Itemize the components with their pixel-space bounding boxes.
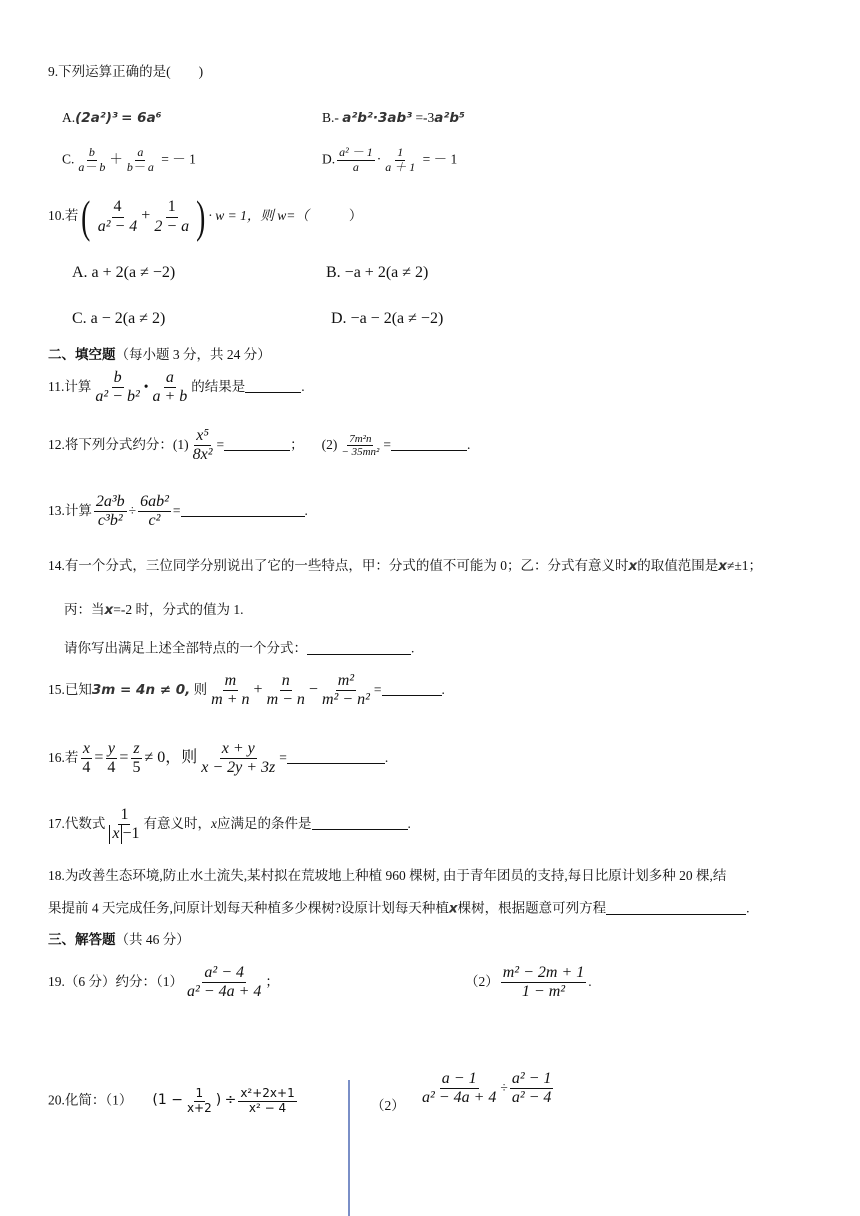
section-3-note: （共 46 分） [115,932,190,947]
fraction-denominator: a² − 4 [97,217,138,235]
q14-text-1: 14.有一个分式，三位同学分别说出了它的一些特点，甲：分式的值不可能为 0；乙：分式有意义时 [48,558,629,573]
q20-fraction-2 [510,1070,554,1108]
fraction-denominator: m + n [211,691,250,709]
q15-then: 则 [193,681,208,697]
q16-line [48,740,388,778]
q18-text-2b: 棵树，根据题意可列方程 [457,900,607,916]
q9-option-d-label: D. [322,151,336,167]
fraction-numerator: n [280,672,292,691]
q14-line-1 [48,559,762,574]
q19-line [48,964,279,1002]
q17-stem: 17.代数式 [48,815,106,831]
fraction-denominator [107,825,141,843]
q9-d-fraction-1 [337,146,375,175]
q9-option-a-label: A. [62,110,76,125]
equals-sign: = [216,436,225,452]
fraction-numerator: x [81,740,92,759]
fraction-denominator: a² − 4 [511,1089,552,1107]
fraction-denominator: 4 [107,759,116,777]
q20-expression-1 [152,1086,298,1115]
q10-option-b-text: B. −a + 2(a ≠ 2) [326,264,429,281]
fraction-denominator: m − n [266,691,305,709]
q16-fraction-1 [80,740,92,778]
q14-text-1c: ≠±1； [726,558,763,573]
fraction-numerator: a − 1 [440,1070,479,1089]
plus-sign: + [141,207,151,225]
left-paren: ( [81,191,91,242]
q10-option-d-text: D. −a − 2(a ≠ −2) [331,310,444,327]
fraction-denominator: b－ a [126,159,154,174]
q20-part-2-label-line [371,1099,405,1113]
q15-stem: 15.已知 [48,681,92,697]
q9-stem-line [48,65,203,79]
fraction-denominator: 4 [82,759,91,777]
q15-condition: 3m = 4n ≠ 0, [91,681,191,698]
q10-option-b [326,265,428,281]
section-3-heading [48,933,190,947]
q20-fraction-1 [420,1070,498,1108]
fraction-denominator: a [352,159,359,174]
q19-part-2-label: （2） [465,973,499,989]
variable-x: x [448,900,458,917]
answer-blank[interactable] [245,379,301,393]
q12-fraction-1 [191,427,215,465]
equals-sign: = [279,749,287,765]
fraction-numerator: b [112,369,124,388]
period: . [466,436,471,452]
q9-d-fraction-2 [383,146,417,175]
q10-tail-close: ） [348,208,363,224]
q15-fraction-3 [320,672,372,710]
fraction-numerator: x⁵ [194,427,211,446]
q11-line [48,369,305,407]
equals-sign: = [383,436,391,452]
q9-option-d [322,146,457,175]
q19-fraction-1 [185,964,263,1002]
q9-option-b-label: B.- [322,110,339,125]
answer-blank[interactable] [606,901,746,915]
q18-text-1: 18.为改善生态环境,防止水土流失,某村拟在荒坡地上种植 960 棵树, 由于青年团员的支持,每日比原计划多种 20 棵,结 [48,868,727,883]
fraction-numerator: m² [336,672,356,691]
q20-part-2 [418,1070,555,1108]
q16-stem: 16.若 [48,749,79,765]
q15-fraction-2 [265,672,307,710]
q17-tail-2: 应满足的条件是 [217,815,312,831]
fraction-numerator: 1 [118,806,130,825]
q18-line-2 [48,901,749,916]
q19-stem: 19.（6 分）约分：（1） [48,973,183,989]
answer-blank[interactable] [382,682,442,696]
q10-stem-line [48,191,363,242]
fraction-denominator: a ＋ 1 [385,159,416,174]
fraction-denominator: m² − n² [321,691,370,709]
period: . [301,378,305,394]
q9-c-rhs: = － 1 [161,151,196,167]
q9-option-c-label: C. [62,151,75,167]
q14-text-1b: 的取值范围是 [637,558,719,573]
fraction-denominator: x+2 [186,1100,212,1115]
q13-line [48,493,308,531]
fraction-numerator: a [137,145,144,159]
q11-tail: 的结果是 [191,378,246,394]
absolute-value: x [109,825,122,843]
fraction-denominator: a + b [152,388,188,406]
period: . [746,900,750,916]
fraction-numerator: y [106,740,117,759]
q9-stem-close: ) [198,64,204,79]
fraction-denominator: 8x² [192,446,213,464]
section-2-note: （每小题 3 分，共 24 分） [115,347,271,362]
separator: ； [265,973,279,989]
period: . [441,681,445,697]
variable-x: x [718,558,727,574]
variable-x: x [104,602,114,618]
minus-sign: − [308,680,318,698]
equals-sign: = [94,748,104,766]
fraction-denominator: a² − b² [95,388,140,406]
expr-open: (1 − [152,1092,183,1109]
fraction-numerator: z [131,740,141,759]
right-paren: ) [196,191,206,242]
fraction-numerator: a² − 1 [510,1070,554,1089]
q10-tail: · w = 1，则 w=（ [208,208,309,224]
period: . [384,749,389,765]
q10-option-c [72,311,165,327]
equals-sign: = [373,681,382,697]
q14-text-2a: 丙：当 [64,602,105,617]
variable-x: x [211,815,218,831]
q17-line [48,806,411,844]
q20-line [48,1087,299,1116]
period: . [588,973,592,989]
q17-tail: 有意义时， [143,815,212,831]
fraction-numerator: 1 [166,198,178,217]
q10-option-c-text: C. a − 2(a ≠ 2) [72,310,166,327]
q16-fraction-4 [199,740,277,778]
q17-fraction [107,806,141,844]
period: . [411,640,415,656]
q11-stem: 11.计算 [48,378,92,394]
q14-text-2b: =-2 时，分式的值为 1. [113,602,244,617]
q12-stem: 12.将下列分式约分：(1) [48,436,189,452]
q9-option-b-rhs: a²b⁵ [434,110,465,126]
section-2-title: 二、填空题 [48,347,116,362]
q10-option-a-text: A. a + 2(a ≠ −2) [72,264,176,281]
answer-blank[interactable] [224,437,290,451]
q20-e1-fraction-2 [238,1087,296,1116]
divide-sign: ÷ [128,502,137,518]
q10-option-d [331,311,443,327]
q13-fraction-1 [94,493,127,531]
fraction-numerator: 2a³b [94,493,127,512]
q13-stem: 13.计算 [48,502,92,518]
q9-c-fraction-1 [76,146,107,175]
plus-sign: + [253,680,263,698]
answer-blank[interactable] [307,641,411,655]
q9-option-a-lhs: (2a²)³ [75,110,118,126]
fraction-denominator: 1 − m² [521,983,566,1001]
answer-blank[interactable] [391,437,467,451]
q18-text-2: 果提前 4 天完成任务,问原计划每天种植多少棵树?设原计划每天种植 [48,900,449,916]
q9-option-b [322,111,465,126]
q9-d-rhs: = － 1 [422,151,458,167]
fraction-denominator: a² − 4a + 4 [422,1089,497,1107]
q13-fraction-2 [138,493,171,531]
q15-fraction-1 [209,672,251,710]
fraction-numerator: x + y [220,740,257,759]
fraction-numerator: m² − 2m + 1 [501,964,587,983]
q10-fraction-1 [96,198,140,236]
fraction-numerator: m [223,672,239,691]
variable-x: x [628,558,638,574]
fraction-denominator: 2 − a [154,217,190,235]
q19-fraction-2 [501,964,587,1002]
q16-neq: ≠ 0，则 [144,748,198,766]
fraction-numerator: 1 [195,1086,204,1100]
q9-option-a-rhs: = 6a⁶ [121,110,162,126]
equals-sign: = [172,502,181,518]
section-3-title: 三、解答题 [48,932,116,947]
q9-option-b-expr: a²b²·3ab³ [342,110,413,126]
q9-option-a [62,111,162,126]
fraction-numerator: 6ab² [138,493,171,512]
period: . [304,502,308,518]
answer-blank[interactable] [312,816,408,830]
q20-e1-fraction [185,1087,214,1116]
dot-operator: · [376,151,382,167]
q10-option-a [72,265,175,281]
q16-fraction-3 [130,740,142,778]
fraction-numerator: 4 [112,198,124,217]
fraction-denominator: a－ b [78,159,106,174]
q16-fraction-2 [105,740,117,778]
fraction-numerator: x²+2x+1 [240,1086,295,1100]
q12-part-2-label: (2) [321,436,338,452]
divide-sign: ÷ [500,1079,508,1095]
fraction-denominator: 5 [132,759,141,777]
q14-line-3 [64,641,414,655]
plus-sign: ＋ [109,151,123,167]
fraction-numerator: a² − 4 [202,964,246,983]
expr-close: ) [215,1092,222,1109]
fraction-numerator: a² － 1 [339,145,373,159]
q11-fraction-2 [151,369,190,407]
q9-stem: 9.下列运算正确的是( [48,64,171,79]
fraction-denominator: − 35mn² [341,446,380,459]
fraction-numerator: 1 [397,145,404,159]
q11-fraction-1 [93,369,141,407]
fraction-denominator: c² [148,512,161,530]
q10-stem: 10.若 [48,208,79,224]
answer-blank[interactable] [181,503,305,517]
fraction-denominator: x² − 4 [248,1100,287,1115]
period: . [407,815,411,831]
equals-sign: = [119,748,129,766]
q15-line [48,672,445,710]
answer-blank[interactable] [287,750,385,764]
fraction-denominator: a² − 4a + 4 [187,983,262,1001]
fraction-numerator: a [164,369,176,388]
q20-stem: 20.化简：（1） [48,1092,133,1108]
divide-sign: ÷ [224,1092,237,1109]
column-divider [348,1080,350,1216]
q14-text-3: 请你写出满足上述全部特点的一个分式： [64,640,307,656]
section-2-heading [48,348,271,362]
q20-part-2-label: （2） [371,1098,405,1113]
q10-fraction-2 [152,198,191,236]
q12-fraction-2 [339,433,381,459]
q9-option-c [62,146,196,175]
q9-option-b-eq: =-3 [415,110,435,125]
den-tail: −1 [122,825,140,843]
fraction-numerator: 7m²n [349,432,372,445]
fraction-denominator: x − 2y + 3z [201,759,276,777]
fraction-denominator: c³b² [97,512,123,530]
q18-line-1 [48,869,726,883]
q19-part-2 [465,964,592,1002]
q9-c-fraction-2 [125,146,156,175]
separator: ； [290,436,304,452]
q14-line-2 [64,603,243,618]
bullet-operator: • [143,378,149,394]
q12-line [48,427,470,465]
fraction-numerator: b [88,145,95,159]
